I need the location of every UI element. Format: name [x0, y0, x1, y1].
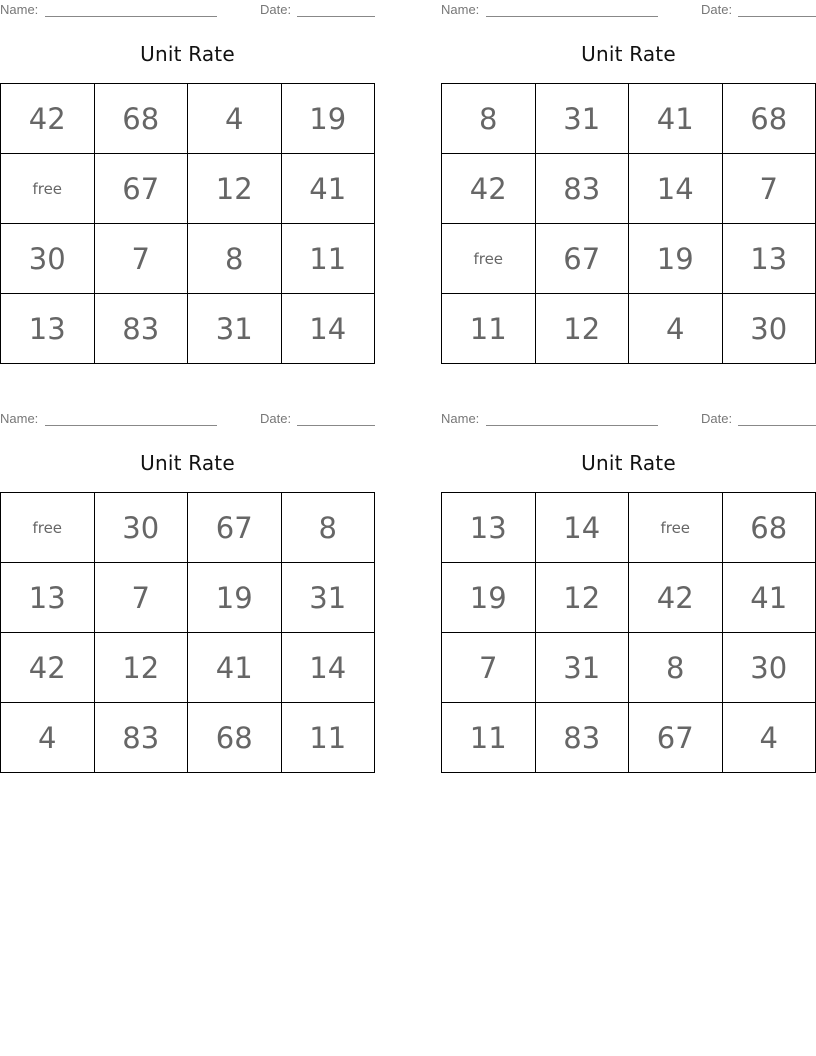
grid-cell[interactable]: 67: [629, 703, 723, 773]
name-date-line: [441, 2, 816, 20]
grid-cell[interactable]: 41: [281, 154, 375, 224]
grid-row: [1, 633, 375, 703]
grid-cell[interactable]: 83: [94, 294, 188, 364]
grid-cell[interactable]: 68: [722, 493, 816, 563]
free-space-cell[interactable]: free: [442, 224, 536, 294]
bingo-grid: [441, 83, 816, 364]
grid-cell[interactable]: 19: [629, 224, 723, 294]
grid-cell[interactable]: 11: [281, 224, 375, 294]
grid-row: [1, 294, 375, 364]
bingo-grid: [0, 492, 375, 773]
grid-cell[interactable]: 31: [535, 84, 629, 154]
card-title: Unit Rate: [581, 451, 676, 475]
grid-cell[interactable]: 8: [188, 224, 282, 294]
name-field[interactable]: [486, 425, 658, 426]
grid-cell[interactable]: 67: [188, 493, 282, 563]
name-field[interactable]: [486, 16, 658, 17]
grid-cell[interactable]: 12: [535, 294, 629, 364]
grid-cell[interactable]: 4: [629, 294, 723, 364]
grid-cell[interactable]: 7: [722, 154, 816, 224]
date-field[interactable]: [297, 16, 375, 17]
grid-row: [1, 224, 375, 294]
name-date-line: [441, 411, 816, 429]
grid-row: [1, 154, 375, 224]
name-field[interactable]: [45, 425, 217, 426]
grid-cell[interactable]: 13: [1, 294, 95, 364]
grid-cell[interactable]: 7: [94, 563, 188, 633]
grid-row: [1, 563, 375, 633]
grid-cell[interactable]: 67: [535, 224, 629, 294]
grid-cell[interactable]: 8: [442, 84, 536, 154]
grid-cell[interactable]: 30: [722, 633, 816, 703]
grid-cell[interactable]: 19: [188, 563, 282, 633]
grid-cell[interactable]: 31: [535, 633, 629, 703]
grid-cell[interactable]: 83: [94, 703, 188, 773]
date-label: Date:: [701, 2, 733, 17]
name-label: Name:: [441, 2, 480, 17]
grid-cell[interactable]: 12: [94, 633, 188, 703]
grid-row: [442, 703, 816, 773]
grid-row: [1, 703, 375, 773]
grid-cell[interactable]: 11: [442, 294, 536, 364]
grid-cell[interactable]: 4: [1, 703, 95, 773]
grid-cell[interactable]: 68: [722, 84, 816, 154]
grid-row: [1, 493, 375, 563]
grid-cell[interactable]: 31: [281, 563, 375, 633]
grid-cell[interactable]: 13: [722, 224, 816, 294]
grid-cell[interactable]: 41: [722, 563, 816, 633]
bingo-grid: [0, 83, 375, 364]
grid-cell[interactable]: 42: [442, 154, 536, 224]
grid-cell[interactable]: 8: [281, 493, 375, 563]
grid-cell[interactable]: 12: [188, 154, 282, 224]
grid-cell[interactable]: 14: [281, 294, 375, 364]
grid-cell[interactable]: 8: [629, 633, 723, 703]
grid-row: [1, 84, 375, 154]
grid-cell[interactable]: 41: [629, 84, 723, 154]
card-title: Unit Rate: [140, 42, 235, 66]
grid-cell[interactable]: 4: [722, 703, 816, 773]
card-title: Unit Rate: [581, 42, 676, 66]
grid-cell[interactable]: 42: [1, 84, 95, 154]
name-date-line: [0, 2, 375, 20]
grid-row: [442, 154, 816, 224]
grid-cell[interactable]: 68: [94, 84, 188, 154]
grid-cell[interactable]: 7: [442, 633, 536, 703]
grid-cell[interactable]: 83: [535, 154, 629, 224]
grid-cell[interactable]: 4: [188, 84, 282, 154]
grid-cell[interactable]: 7: [94, 224, 188, 294]
grid-cell[interactable]: 30: [1, 224, 95, 294]
date-field[interactable]: [738, 16, 816, 17]
name-label: Name:: [0, 2, 39, 17]
date-label: Date:: [260, 411, 292, 426]
grid-cell[interactable]: 31: [188, 294, 282, 364]
grid-cell[interactable]: 68: [188, 703, 282, 773]
grid-row: [442, 493, 816, 563]
grid-cell[interactable]: 19: [442, 563, 536, 633]
free-space-cell[interactable]: free: [1, 493, 95, 563]
grid-cell[interactable]: 30: [94, 493, 188, 563]
grid-cell[interactable]: 67: [94, 154, 188, 224]
grid-cell[interactable]: 14: [281, 633, 375, 703]
free-space-cell[interactable]: free: [629, 493, 723, 563]
date-label: Date:: [701, 411, 733, 426]
card-title: Unit Rate: [140, 451, 235, 475]
grid-cell[interactable]: 14: [535, 493, 629, 563]
grid-row: [442, 633, 816, 703]
grid-cell[interactable]: 12: [535, 563, 629, 633]
grid-row: [442, 224, 816, 294]
date-field[interactable]: [738, 425, 816, 426]
name-label: Name:: [441, 411, 480, 426]
grid-cell[interactable]: 42: [629, 563, 723, 633]
grid-cell[interactable]: 11: [281, 703, 375, 773]
grid-cell[interactable]: 14: [629, 154, 723, 224]
date-field[interactable]: [297, 425, 375, 426]
bingo-grid: [441, 492, 816, 773]
grid-row: [442, 84, 816, 154]
name-label: Name:: [0, 411, 39, 426]
free-space-cell[interactable]: free: [1, 154, 95, 224]
grid-cell[interactable]: 30: [722, 294, 816, 364]
grid-row: [442, 294, 816, 364]
grid-cell[interactable]: 41: [188, 633, 282, 703]
grid-cell[interactable]: 13: [442, 493, 536, 563]
grid-cell[interactable]: 11: [442, 703, 536, 773]
name-date-line: [0, 411, 375, 429]
grid-cell[interactable]: 19: [281, 84, 375, 154]
name-field[interactable]: [45, 16, 217, 17]
grid-cell[interactable]: 42: [1, 633, 95, 703]
grid-cell[interactable]: 13: [1, 563, 95, 633]
date-label: Date:: [260, 2, 292, 17]
grid-cell[interactable]: 83: [535, 703, 629, 773]
grid-row: [442, 563, 816, 633]
